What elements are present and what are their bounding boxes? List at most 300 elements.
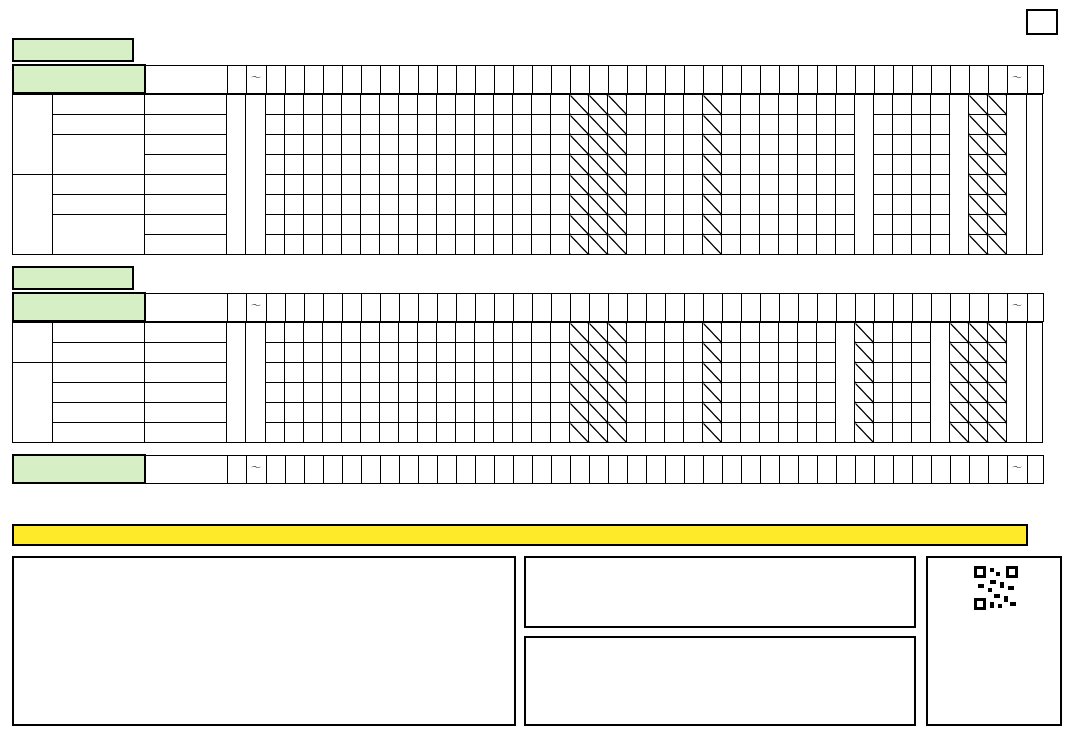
schedule-cell: [532, 235, 551, 255]
schedule-cell: [931, 195, 950, 215]
schedule-cell: [456, 175, 475, 195]
schedule-cell: [380, 323, 399, 343]
schedule-cell: [817, 383, 836, 403]
day-cell: [798, 455, 817, 483]
day-cell: [437, 65, 456, 93]
schedule-cell: [855, 403, 874, 423]
day-cell: [950, 455, 969, 483]
schedule-cell: [266, 323, 285, 343]
schedule-cell: [608, 235, 627, 255]
schedule-cell: [722, 383, 741, 403]
table-row: [13, 363, 1043, 383]
schedule-cell: [684, 235, 703, 255]
schedule-cell: [513, 423, 532, 443]
schedule-cell: [912, 215, 931, 235]
schedule-cell: [874, 95, 893, 115]
schedule-cell: [323, 235, 342, 255]
schedule-cell: [741, 195, 760, 215]
gap-tilde: 〜: [246, 455, 266, 483]
schedule-cell: [779, 235, 798, 255]
schedule-cell: [513, 235, 532, 255]
day-cell: [361, 293, 380, 321]
schedule-cell: [456, 403, 475, 423]
table-row: [13, 155, 1043, 175]
day-cell: [608, 293, 627, 321]
day-cell: [285, 455, 304, 483]
schedule-cell: [722, 323, 741, 343]
col19-cell: [227, 323, 246, 443]
schedule-cell: [342, 195, 361, 215]
schedule-cell: [285, 235, 304, 255]
day-cell: [380, 293, 399, 321]
schedule-cell: [380, 363, 399, 383]
schedule-cell: [760, 363, 779, 383]
schedule-cell: [285, 215, 304, 235]
schedule-cell: [798, 323, 817, 343]
day-cell: [893, 65, 912, 93]
schedule-cell: [703, 115, 722, 135]
schedule-cell: [494, 403, 513, 423]
day-cell: [399, 65, 418, 93]
time-header: [145, 455, 227, 483]
schedule-cell: [380, 175, 399, 195]
schedule-cell: [304, 383, 323, 403]
schedule-cell: [532, 343, 551, 363]
class-name: [53, 363, 145, 383]
schedule-cell: [646, 155, 665, 175]
schedule-cell: [266, 175, 285, 195]
schedule-cell: [817, 343, 836, 363]
day-cell: [779, 65, 798, 93]
day-cell: [969, 293, 988, 321]
schedule-cell: [342, 135, 361, 155]
qr-code-icon[interactable]: [974, 566, 1018, 610]
schedule-cell: [798, 175, 817, 195]
schedule-cell: [285, 175, 304, 195]
schedule-cell: [380, 155, 399, 175]
schedule-cell: [570, 115, 589, 135]
day-cell: [399, 455, 418, 483]
day-cell: [646, 293, 665, 321]
schedule-cell: [456, 95, 475, 115]
schedule-cell: [627, 423, 646, 443]
schedule-cell: [323, 155, 342, 175]
schedule-cell: [285, 383, 304, 403]
schedule-cell: [684, 175, 703, 195]
grade1-header: [12, 38, 134, 62]
schedule-cell: [608, 423, 627, 443]
schedule-cell: [760, 135, 779, 155]
schedule-cell: [608, 175, 627, 195]
schedule-cell: [836, 115, 855, 135]
time-slot: [145, 383, 227, 403]
schedule-cell: [494, 115, 513, 135]
day-cell: [988, 455, 1007, 483]
schedule-cell: [399, 135, 418, 155]
schedule-cell: [266, 363, 285, 383]
day-cell: [684, 65, 703, 93]
schedule-cell: [361, 195, 380, 215]
schedule-cell: [494, 383, 513, 403]
gap-tilde: 〜: [246, 65, 266, 93]
time-slot: [145, 135, 227, 155]
day-cell: [646, 455, 665, 483]
schedule-cell: [342, 155, 361, 175]
schedule-cell: [608, 195, 627, 215]
schedule-cell: [342, 115, 361, 135]
day-cell: [513, 65, 532, 93]
schedule-cell: [304, 195, 323, 215]
schedule-cell: [570, 215, 589, 235]
schedule-cell: [988, 195, 1007, 215]
schedule-cell: [570, 95, 589, 115]
schedule-cell: [817, 423, 836, 443]
schedule-cell: [418, 135, 437, 155]
schedule-cell: [361, 423, 380, 443]
schedule-cell: [779, 195, 798, 215]
class-name: [53, 95, 145, 115]
class-name: [53, 343, 145, 363]
schedule-cell: [703, 215, 722, 235]
schedule-cell: [551, 403, 570, 423]
schedule-cell: [494, 323, 513, 343]
schedule-cell: [760, 175, 779, 195]
day-cell: [266, 65, 285, 93]
day-cell: [703, 455, 722, 483]
schedule-cell: [779, 135, 798, 155]
day-cell: [285, 293, 304, 321]
schedule-cell: [893, 343, 912, 363]
day-cell: [494, 65, 513, 93]
schedule-cell: [969, 403, 988, 423]
schedule-cell: [304, 135, 323, 155]
schedule-cell: [665, 343, 684, 363]
schedule-cell: [722, 95, 741, 115]
schedule-cell: [893, 383, 912, 403]
schedule-cell: [817, 363, 836, 383]
schedule-cell: [361, 343, 380, 363]
schedule-cell: [437, 423, 456, 443]
day-cell: [798, 65, 817, 93]
day-cell: [817, 293, 836, 321]
schedule-cell: [988, 323, 1007, 343]
day-19: [227, 65, 246, 93]
schedule-cell: [874, 423, 893, 443]
schedule-cell: [323, 323, 342, 343]
schedule-cell: [456, 135, 475, 155]
schedule-cell: [760, 95, 779, 115]
schedule-cell: [513, 135, 532, 155]
schedule-cell: [342, 175, 361, 195]
schedule-cell: [836, 235, 855, 255]
schedule-cell: [380, 215, 399, 235]
gap-cell: [1007, 95, 1027, 255]
schedule-cell: [741, 423, 760, 443]
schedule-cell: [437, 383, 456, 403]
table-row: [13, 323, 1043, 343]
day-cell: [931, 65, 950, 93]
schedule-cell: [741, 403, 760, 423]
day-cell: [304, 65, 323, 93]
day-cell: [741, 65, 760, 93]
schedule-cell: [646, 95, 665, 115]
schedule-cell: [399, 95, 418, 115]
schedule-cell: [874, 115, 893, 135]
day-cell: [551, 455, 570, 483]
schedule-cell: [817, 115, 836, 135]
schedule-cell: [969, 135, 988, 155]
schedule-cell: [437, 95, 456, 115]
schedule-cell: [380, 195, 399, 215]
schedule-cell: [741, 95, 760, 115]
day-cell: [380, 65, 399, 93]
merged-cell: [931, 323, 950, 443]
table-row: [13, 115, 1043, 135]
schedule-cell: [475, 155, 494, 175]
schedule-cell: [494, 343, 513, 363]
schedule-cell: [874, 195, 893, 215]
schedule-cell: [361, 323, 380, 343]
schedule-cell: [589, 323, 608, 343]
schedule-cell: [836, 215, 855, 235]
schedule-cell: [912, 95, 931, 115]
day-cell: [342, 293, 361, 321]
class-name: [53, 195, 145, 215]
schedule-cell: [741, 115, 760, 135]
time-slot: [145, 323, 227, 343]
day-cell: [456, 293, 475, 321]
day-cell: [931, 455, 950, 483]
schedule-cell: [817, 155, 836, 175]
schedule-cell: [494, 155, 513, 175]
day-cell: [475, 65, 494, 93]
day-cell: [855, 455, 874, 483]
schedule-cell: [665, 195, 684, 215]
schedule-rows: [12, 322, 1043, 443]
schedule-cell: [760, 115, 779, 135]
schedule-cell: [570, 363, 589, 383]
schedule-cell: [646, 383, 665, 403]
schedule-cell: [950, 323, 969, 343]
schedule-cell: [570, 423, 589, 443]
schedule-cell: [494, 195, 513, 215]
schedule-cell: [437, 115, 456, 135]
day-cell: [969, 455, 988, 483]
schedule-cell: [380, 403, 399, 423]
schedule-cell: [304, 403, 323, 423]
merged-cell: [836, 323, 855, 443]
schedule-cell: [627, 215, 646, 235]
schedule-cell: [418, 323, 437, 343]
schedule-cell: [399, 363, 418, 383]
schedule-cell: [513, 215, 532, 235]
schedule-cell: [437, 343, 456, 363]
schedule-cell: [399, 423, 418, 443]
schedule-cell: [570, 403, 589, 423]
schedule-cell: [304, 115, 323, 135]
schedule-cell: [513, 343, 532, 363]
schedule-cell: [532, 115, 551, 135]
day-cell: [893, 455, 912, 483]
schedule-cell: [684, 215, 703, 235]
day-cell: [608, 455, 627, 483]
schedule-cell: [304, 423, 323, 443]
schedule-cell: [912, 195, 931, 215]
schedule-cell: [703, 235, 722, 255]
schedule-cell: [361, 403, 380, 423]
schedule-cell: [608, 215, 627, 235]
schedule-cell: [627, 115, 646, 135]
section-label: [13, 293, 145, 321]
schedule-cell: [646, 215, 665, 235]
schedule-cell: [418, 115, 437, 135]
schedule-cell: [342, 95, 361, 115]
schedule-cell: [760, 403, 779, 423]
day-cell: [627, 65, 646, 93]
schedule-cell: [285, 403, 304, 423]
schedule-cell: [779, 155, 798, 175]
schedule-cell: [684, 323, 703, 343]
event-box: [524, 636, 916, 726]
schedule-cell: [684, 383, 703, 403]
schedule-cell: [779, 423, 798, 443]
schedule-cell: [437, 155, 456, 175]
schedule-cell: [646, 235, 665, 255]
schedule-cell: [380, 235, 399, 255]
schedule-cell: [741, 363, 760, 383]
schedule-cell: [494, 363, 513, 383]
schedule-cell: [361, 155, 380, 175]
schedule-cell: [551, 175, 570, 195]
schedule-cell: [418, 215, 437, 235]
day-cell: [950, 293, 969, 321]
schedule-cell: [532, 423, 551, 443]
schedule-cell: [589, 343, 608, 363]
subject-label: [13, 175, 53, 255]
schedule-cell: [627, 175, 646, 195]
schedule-cell: [969, 343, 988, 363]
schedule-cell: [703, 403, 722, 423]
schedule-cell: [703, 155, 722, 175]
schedule-cell: [912, 323, 931, 343]
day-cell: [627, 293, 646, 321]
table-row: [13, 403, 1043, 423]
schedule-cell: [437, 235, 456, 255]
schedule-cell: [266, 235, 285, 255]
schedule-cell: [912, 343, 931, 363]
merged-cell: [855, 95, 874, 255]
schedule-cell: [627, 235, 646, 255]
day-cell: [437, 293, 456, 321]
schedule-cell: [323, 403, 342, 423]
schedule-cell: [285, 135, 304, 155]
schedule-cell: [779, 215, 798, 235]
sep-cell: [1027, 95, 1043, 255]
schedule-cell: [855, 323, 874, 343]
schedule-cell: [836, 195, 855, 215]
class-name: [53, 323, 145, 343]
day-cell: [893, 293, 912, 321]
schedule-cell: [969, 383, 988, 403]
schedule-cell: [741, 215, 760, 235]
schedule-cell: [380, 343, 399, 363]
schedule-cell: [399, 215, 418, 235]
schedule-cell: [741, 135, 760, 155]
schedule-cell: [646, 195, 665, 215]
schedule-cell: [665, 155, 684, 175]
schedule-cell: [589, 195, 608, 215]
schedule-cell: [266, 403, 285, 423]
day-cell: [304, 293, 323, 321]
schedule-cell: [342, 363, 361, 383]
table-row: [13, 383, 1043, 403]
schedule-cell: [836, 175, 855, 195]
schedule-cell: [703, 195, 722, 215]
schedule-cell: [931, 215, 950, 235]
schedule-cell: [969, 363, 988, 383]
schedule-cell: [589, 115, 608, 135]
schedule-cell: [798, 383, 817, 403]
schedule-cell: [342, 403, 361, 423]
schedule-cell: [418, 363, 437, 383]
schedule-cell: [513, 115, 532, 135]
schedule-cell: [494, 135, 513, 155]
schedule-cell: [988, 343, 1007, 363]
schedule-cell: [627, 343, 646, 363]
sep-day: [1027, 65, 1043, 93]
schedule-cell: [798, 135, 817, 155]
schedule-cell: [798, 363, 817, 383]
schedule-cell: [931, 155, 950, 175]
schedule-cell: [627, 195, 646, 215]
schedule-cell: [380, 423, 399, 443]
schedule-cell: [703, 135, 722, 155]
schedule-cell: [969, 155, 988, 175]
schedule-cell: [817, 135, 836, 155]
day-cell: [817, 65, 836, 93]
class-name: [53, 215, 145, 255]
schedule-cell: [456, 115, 475, 135]
day-cell: [684, 455, 703, 483]
schedule-cell: [551, 343, 570, 363]
day-cell: [266, 455, 285, 483]
schedule-cell: [551, 363, 570, 383]
day-cell: [760, 455, 779, 483]
schedule-cell: [475, 423, 494, 443]
schedule-cell: [589, 423, 608, 443]
schedule-cell: [988, 383, 1007, 403]
schedule-cell: [988, 403, 1007, 423]
schedule-cell: [931, 235, 950, 255]
schedule-cell: [475, 175, 494, 195]
schedule-cell: [456, 383, 475, 403]
day-cell: [494, 455, 513, 483]
day-cell: [912, 293, 931, 321]
schedule-cell: [912, 135, 931, 155]
schedule-cell: [665, 175, 684, 195]
day-cell: [988, 65, 1007, 93]
schedule-cell: [380, 95, 399, 115]
schedule-cell: [532, 175, 551, 195]
schedule-cell: [741, 383, 760, 403]
day-cell: [912, 455, 931, 483]
schedule-cell: [779, 343, 798, 363]
schedule-cell: [950, 363, 969, 383]
schedule-cell: [931, 175, 950, 195]
schedule-cell: [266, 423, 285, 443]
schedule-cell: [855, 423, 874, 443]
schedule-cell: [266, 195, 285, 215]
